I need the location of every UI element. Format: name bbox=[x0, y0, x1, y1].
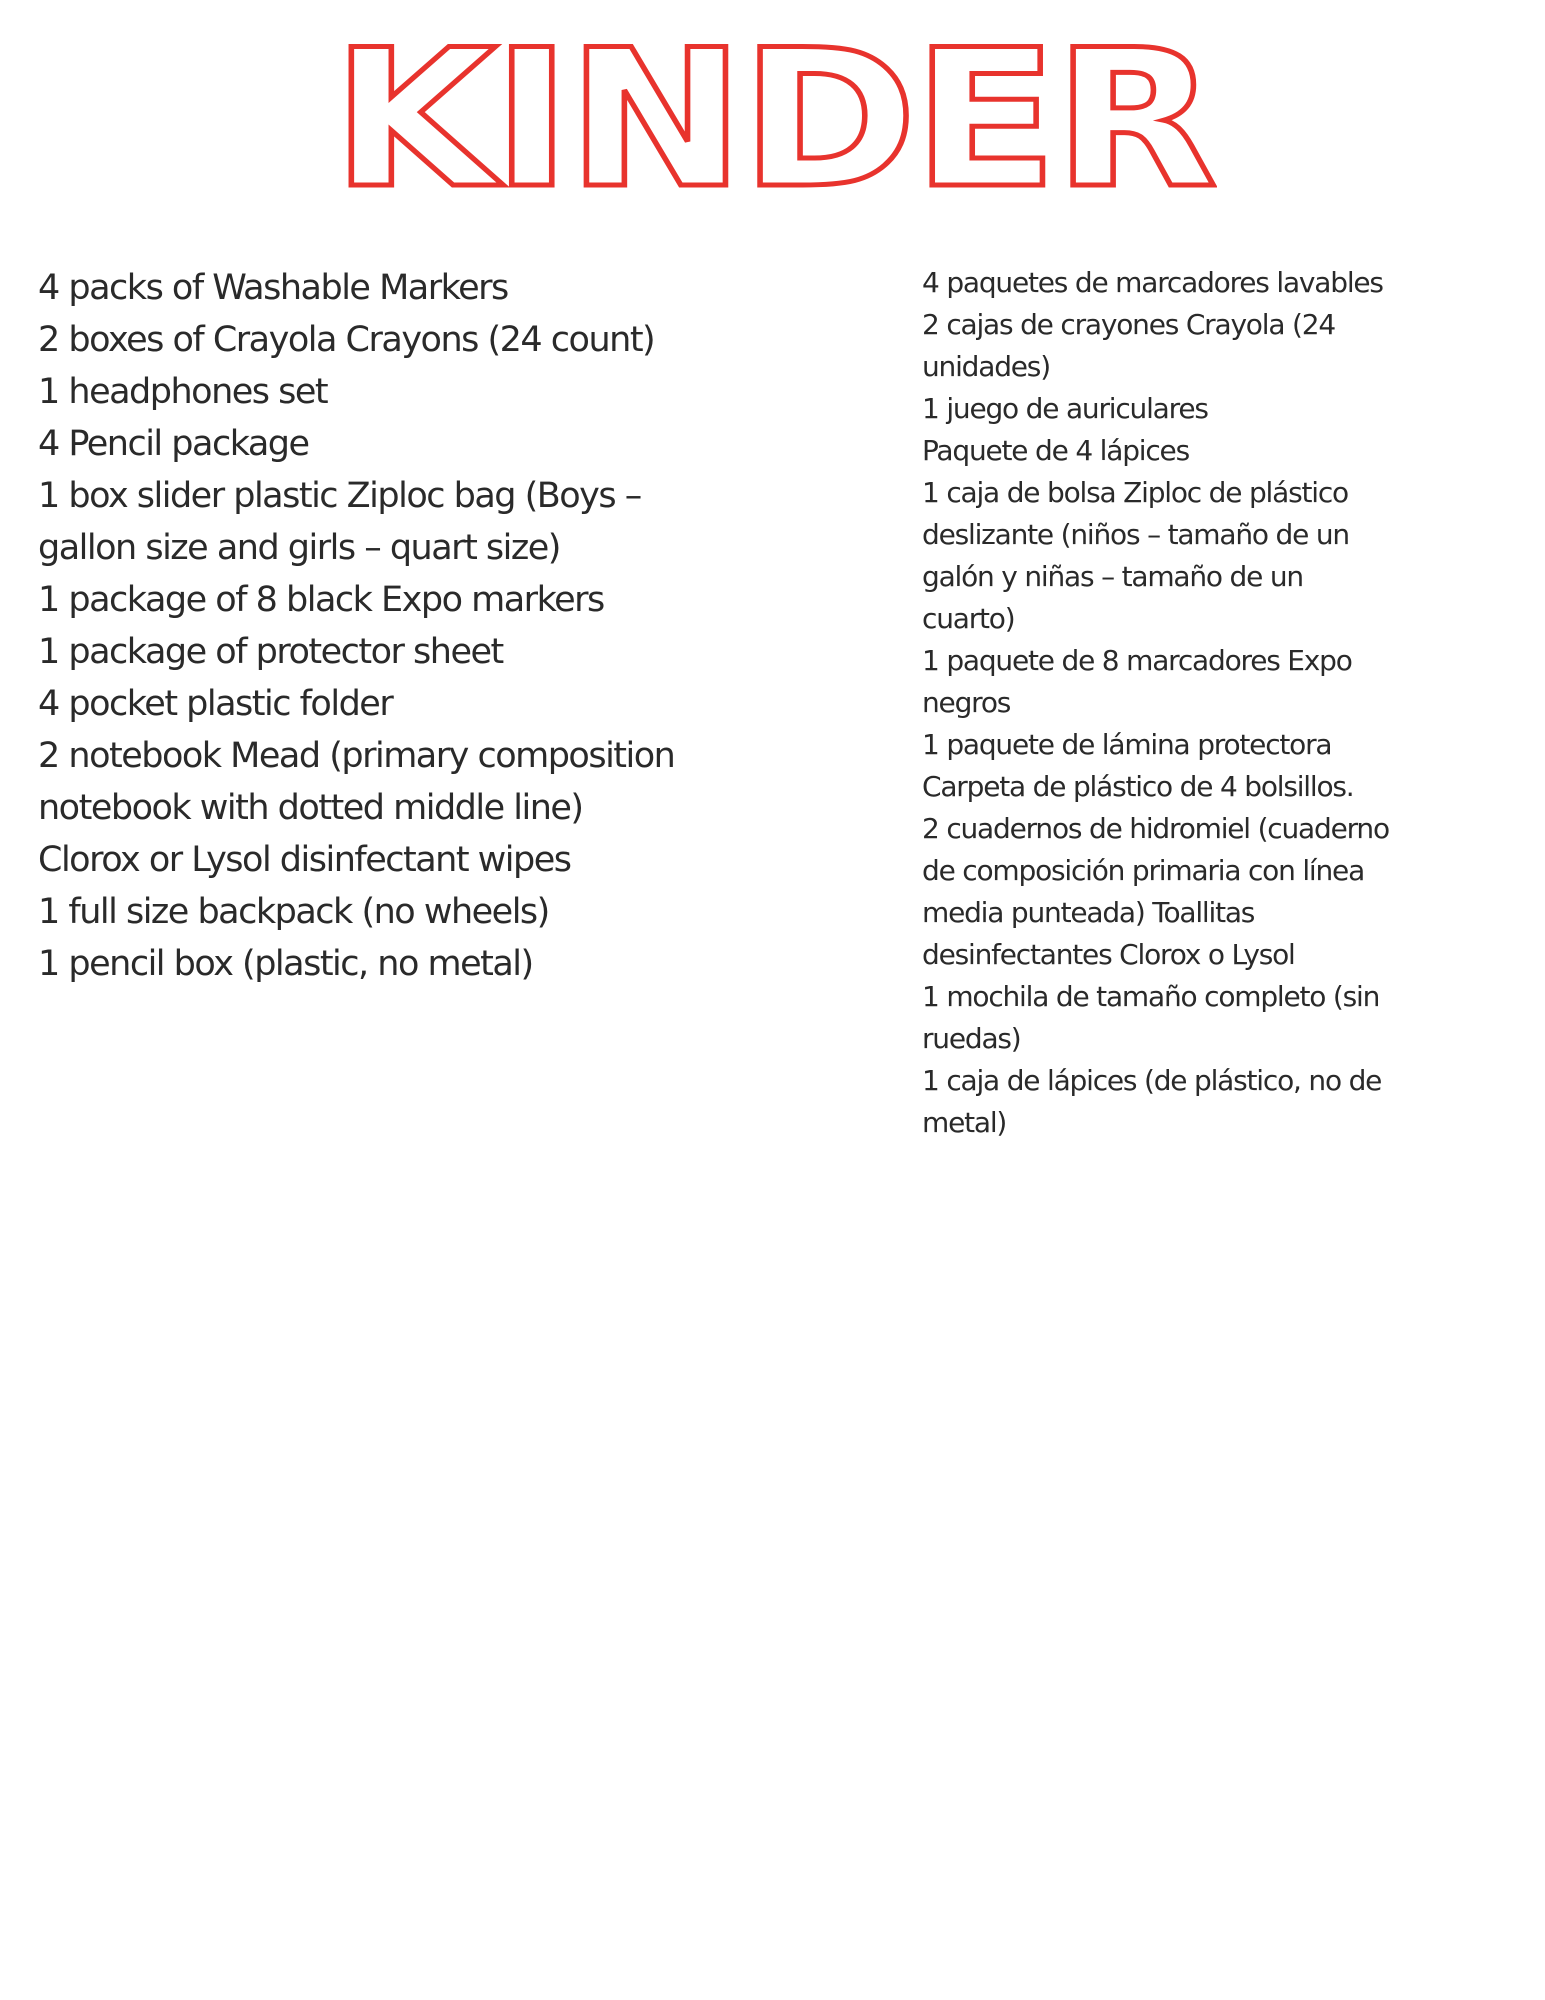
spanish-list-item: 2 cuadernos de hidromiel (cuaderno de composición primaria con línea media punteada) Toallitas desinfectantes Clorox o Lysol bbox=[922, 812, 1389, 971]
spanish-list-item: 1 caja de bolsa Ziploc de plástico deslizante (niños – tamaño de un galón y niñas – tamaño de un cuarto) bbox=[922, 476, 1349, 635]
spanish-list-item: 1 caja de lápices (de plástico, no de metal) bbox=[922, 1064, 1382, 1139]
spanish-list-item: 4 paquetes de marcadores lavables bbox=[922, 266, 1383, 299]
spanish-list-item: 2 cajas de crayones Crayola (24 unidades) bbox=[922, 308, 1335, 383]
english-list-item: 1 pencil box (plastic, no metal) bbox=[38, 944, 533, 984]
english-list-item: 4 packs of Washable Markers bbox=[38, 268, 508, 308]
spanish-list-item: 1 mochila de tamaño completo (sin ruedas) bbox=[922, 980, 1380, 1055]
spanish-list-item: 1 juego de auriculares bbox=[922, 392, 1208, 425]
english-supply-list bbox=[38, 262, 678, 990]
english-list-item: 1 box slider plastic Ziploc bag (Boys – gallon size and girls – quart size) bbox=[38, 476, 641, 568]
english-list-item: 4 pocket plastic folder bbox=[38, 684, 393, 724]
english-list-item: 1 headphones set bbox=[38, 372, 328, 412]
english-list-item: 1 full size backpack (no wheels) bbox=[38, 892, 549, 932]
english-list-item: 1 package of protector sheet bbox=[38, 632, 503, 672]
spanish-list-item: 1 paquete de 8 marcadores Expo negros bbox=[922, 644, 1352, 719]
spanish-list-item: 1 paquete de lámina protectora bbox=[922, 728, 1332, 761]
title-area bbox=[0, 9, 1545, 230]
spanish-list-item: Paquete de 4 lápices bbox=[922, 434, 1189, 467]
english-list-item: 4 Pencil package bbox=[38, 424, 309, 464]
english-list-item: 1 package of 8 black Expo markers bbox=[38, 580, 604, 620]
page-title: KINDER bbox=[331, 9, 1214, 230]
english-list-item: Clorox or Lysol disinfectant wipes bbox=[38, 840, 571, 880]
spanish-list-item: Carpeta de plástico de 4 bolsillos. bbox=[922, 770, 1354, 803]
spanish-supply-list bbox=[922, 262, 1392, 1144]
english-list-item: 2 notebook Mead (primary composition notebook with dotted middle line) bbox=[38, 736, 675, 828]
english-list-item: 2 boxes of Crayola Crayons (24 count) bbox=[38, 320, 655, 360]
